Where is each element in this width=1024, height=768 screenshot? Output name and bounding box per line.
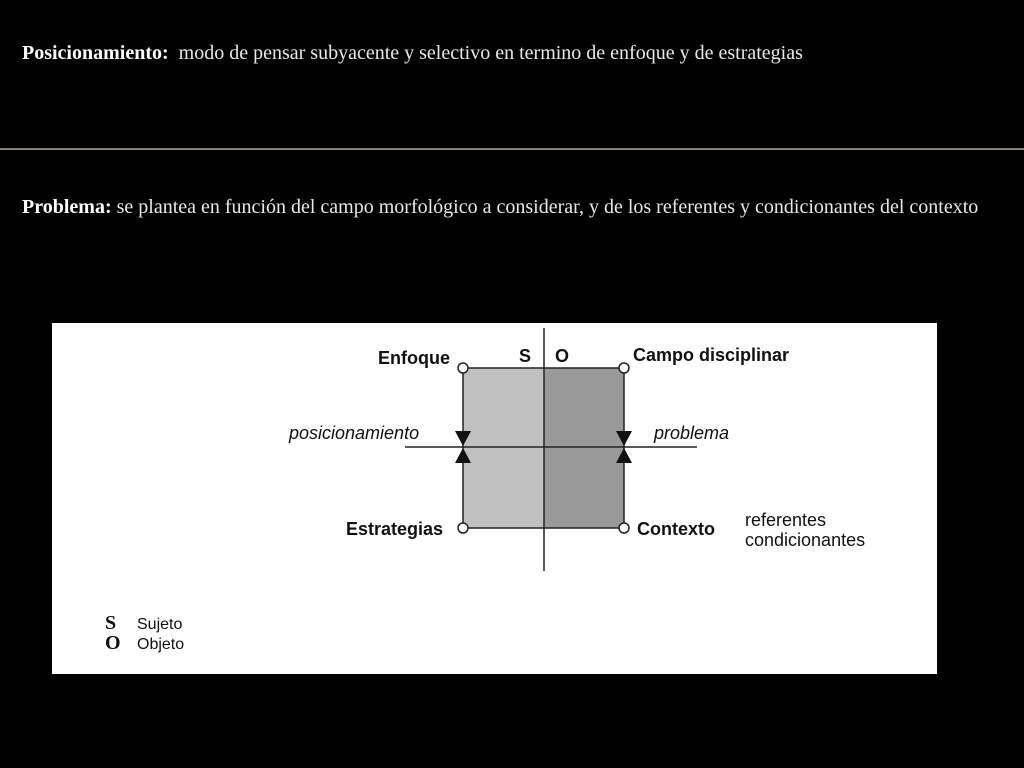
label-estrategias: Estrategias bbox=[345, 519, 443, 539]
section-divider bbox=[0, 148, 1024, 150]
label-problema: problema bbox=[654, 423, 730, 443]
legend-symbol-o: O bbox=[105, 632, 121, 654]
positioning-diagram bbox=[52, 323, 937, 674]
label-contexto: Contexto bbox=[637, 519, 715, 539]
corner-node-top-left bbox=[458, 363, 468, 373]
label-posicionamiento: posicionamiento bbox=[289, 423, 420, 443]
definition-text-problema: se plantea en función del campo morfológico a considerar, y de los referentes y condicionantes del contexto bbox=[116, 196, 979, 218]
corner-node-bottom-left bbox=[458, 523, 468, 533]
object-half bbox=[544, 368, 624, 528]
term-posicionamiento: Posicionamiento: bbox=[22, 42, 169, 64]
definition-problema bbox=[22, 192, 982, 222]
definition-text-posicionamiento: modo de pensar subyacente y selectivo en termino de enfoque y de estrategias bbox=[178, 42, 803, 64]
label-enfoque: Enfoque bbox=[378, 348, 450, 368]
note-referentes: referentes bbox=[745, 510, 827, 530]
definition-posicionamiento bbox=[22, 38, 982, 68]
diagram-panel bbox=[52, 323, 937, 674]
legend-symbol-s: S bbox=[105, 612, 117, 634]
header-subject: S bbox=[518, 346, 531, 366]
legend-meaning-o: Objeto bbox=[137, 636, 185, 653]
legend bbox=[105, 612, 184, 654]
corner-node-top-right bbox=[619, 363, 629, 373]
subject-half bbox=[463, 368, 544, 528]
header-object: O bbox=[555, 346, 570, 366]
corner-node-bottom-right bbox=[619, 523, 629, 533]
note-condicionantes: condicionantes bbox=[745, 530, 866, 550]
legend-meaning-s: Sujeto bbox=[137, 616, 183, 633]
label-campo-disciplinar: Campo disciplinar bbox=[633, 345, 790, 365]
term-problema: Problema: bbox=[22, 196, 112, 218]
